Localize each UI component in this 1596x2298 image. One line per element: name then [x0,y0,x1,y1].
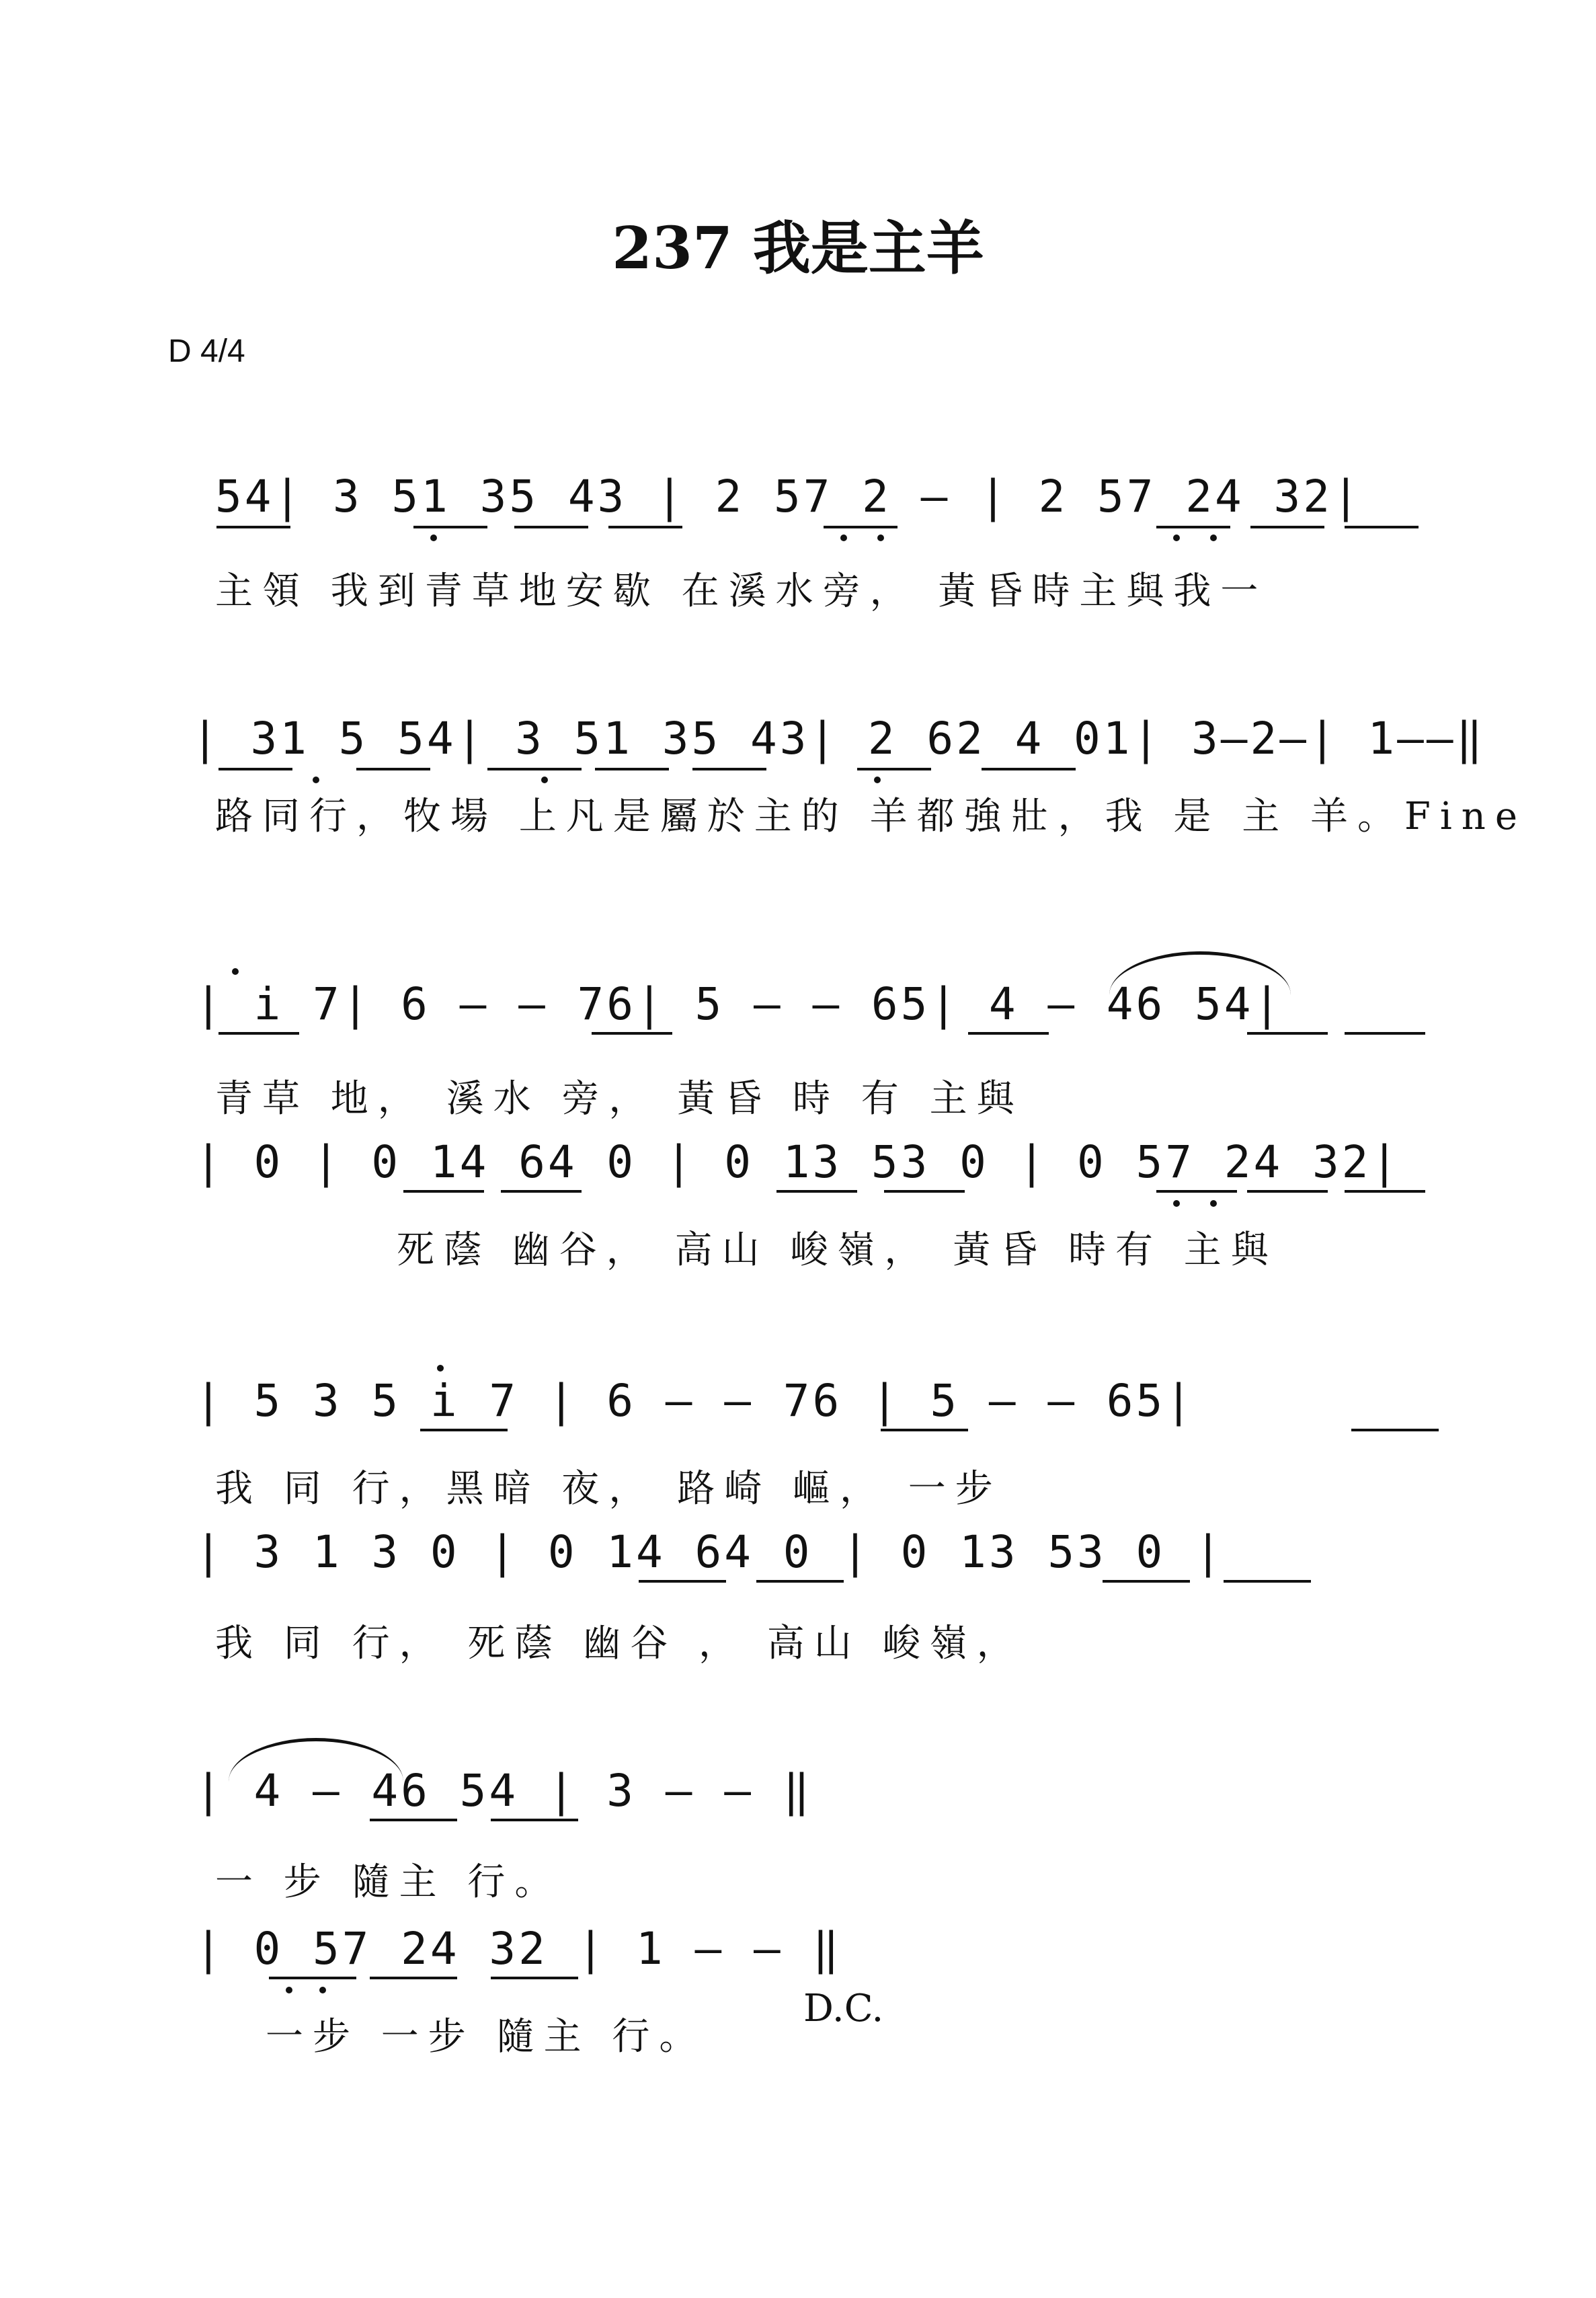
upper-lyrics-line: 我 同 行，黑暗 夜， 路崎 嶇， 一步 [215,1467,1002,1511]
upper-notes-line: | 4 – 46 54 | 3 – – ‖ [195,1765,813,1817]
lower-notes-line: | 3 1 3 0 | 0 14 64 0 | 0 13 53 0 | [195,1526,1224,1578]
notes-line: | 31 5 54| 3 51 35 43| 2 62 4 01| 3–2–| 1––‖ [192,713,1486,764]
upper-notes-line: | i 7| 6 – – 76| 5 – – 65| 4 – 46 54| [195,978,1283,1030]
lower-lyrics-line: 我 同 行， 死蔭 幽谷 ， 高山 峻嶺， [215,1622,1024,1665]
dc-mark: D.C. [803,1987,884,2030]
lyrics-line: 路同行，牧場 上凡是屬於主的 羊都強壯，我 是 主 羊。Fine [215,795,1527,838]
notes-line: 54| 3 51 35 43 | 2 57 2 – | 2 57 24 32| [215,471,1362,522]
song-title: 237 我是主羊 [612,214,984,282]
upper-lyrics-line: 一 步 隨主 行。 [215,1860,562,1904]
upper-lyrics-line: 青草 地， 溪水 旁， 黃昏 時 有 主與 [215,1077,1024,1121]
lower-notes-line: | 0 57 24 32 | 1 – – ‖ [195,1923,842,1975]
key-signature: D 4/4 [168,333,245,369]
upper-notes-line: | 5 3 5 i 7 | 6 – – 76 | 5 – – 65| [195,1375,1195,1427]
lyrics-line: 主領 我到青草地安歇 在溪水旁， 黃昏時主與我一 [215,569,1268,613]
lower-lyrics-line: 死蔭 幽谷， 高山 峻嶺， 黃昏 時有 主與 [397,1228,1278,1272]
lower-lyrics-line: 一步 一步 隨主 行。 [266,2015,707,2059]
lower-notes-line: | 0 | 0 14 64 0 | 0 13 53 0 | 0 57 24 32| [195,1136,1401,1188]
